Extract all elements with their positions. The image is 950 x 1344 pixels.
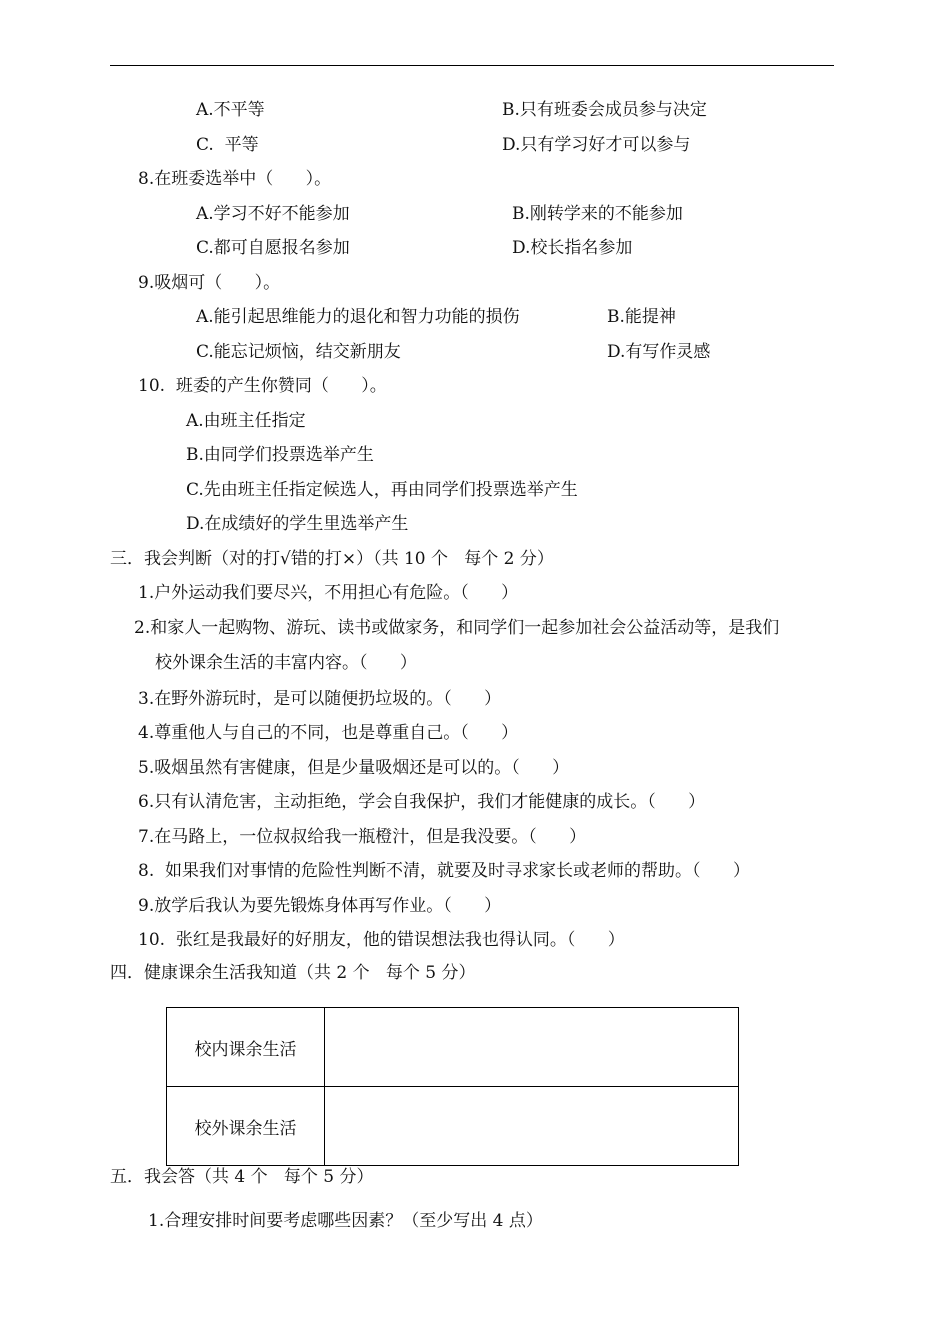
judge-item-2: 2.和家人一起购物、游玩、读书或做家务，和同学们一起参加社会公益活动等，是我们 — [134, 618, 780, 638]
q7-option-d: D.只有学习好才可以参与 — [502, 135, 691, 155]
judge-item-8: 8. 如果我们对事情的危险性判断不清，就要及时寻求家长或老师的帮助。（ ） — [138, 861, 750, 881]
q8-option-d: D.校长指名参加 — [512, 238, 633, 258]
q8-option-c: C.都可自愿报名参加 — [196, 238, 350, 258]
section3-heading: 三．我会判断（对的打√错的打×）（共 10 个 每个 2 分） — [110, 549, 554, 569]
extracurricular-table — [166, 1007, 739, 1166]
q7-option-c: C. 平等 — [196, 135, 259, 155]
q10-option-c: C.先由班主任指定候选人，再由同学们投票选举产生 — [186, 480, 578, 500]
q9-stem: 9.吸烟可（ ）。 — [138, 273, 281, 293]
section5-heading: 五．我会答（共 4 个 每个 5 分） — [110, 1167, 374, 1187]
q7-option-a: A.不平等 — [196, 100, 265, 120]
judge-item-1: 1.户外运动我们要尽兴，不用担心有危险。（ ） — [138, 583, 519, 603]
q9-option-c: C.能忘记烦恼，结交新朋友 — [196, 342, 401, 362]
table-row — [167, 1008, 739, 1087]
q10-option-a: A.由班主任指定 — [186, 411, 306, 431]
answer-cell-in-school[interactable] — [325, 1008, 739, 1087]
q8-stem: 8.在班委选举中（ ）。 — [138, 169, 332, 189]
row-label-in-school: 校内课余生活 — [167, 1008, 325, 1087]
q9-option-a: A.能引起思维能力的退化和智力功能的损伤 — [196, 307, 520, 327]
q9-option-d: D.有写作灵感 — [607, 342, 711, 362]
q10-option-d: D.在成绩好的学生里选举产生 — [186, 514, 409, 534]
judge-item-2-cont: 校外课余生活的丰富内容。（ ） — [155, 653, 417, 673]
q8-option-a: A.学习不好不能参加 — [196, 204, 350, 224]
q10-option-b: B.由同学们投票选举产生 — [186, 445, 374, 465]
section4-heading: 四．健康课余生活我知道（共 2 个 每个 5 分） — [110, 963, 476, 983]
judge-item-3: 3.在野外游玩时，是可以随便扔垃圾的。（ ） — [138, 689, 502, 709]
judge-item-6: 6.只有认清危害，主动拒绝，学会自我保护，我们才能健康的成长。（ ） — [138, 792, 706, 812]
header-rule — [110, 65, 834, 66]
q8-option-b: B.刚转学来的不能参加 — [512, 204, 683, 224]
judge-item-4: 4.尊重他人与自己的不同，也是尊重自己。（ ） — [138, 723, 519, 743]
judge-item-5: 5.吸烟虽然有害健康，但是少量吸烟还是可以的。（ ） — [138, 758, 570, 778]
judge-item-9: 9.放学后我认为要先锻炼身体再写作业。（ ） — [138, 896, 502, 916]
judge-item-7: 7.在马路上，一位叔叔给我一瓶橙汁，但是我没要。（ ） — [138, 827, 587, 847]
table-row — [167, 1087, 739, 1166]
answer-question-1: 1.合理安排时间要考虑哪些因素？（至少写出 4 点） — [148, 1211, 543, 1231]
q10-stem: 10. 班委的产生你赞同（ ）。 — [138, 376, 387, 396]
q7-option-b: B.只有班委会成员参与决定 — [502, 100, 707, 120]
q9-option-b: B.能提神 — [607, 307, 676, 327]
answer-cell-out-school[interactable] — [325, 1087, 739, 1166]
judge-item-10: 10. 张红是我最好的好朋友，他的错误想法我也得认同。（ ） — [138, 930, 625, 950]
row-label-out-school: 校外课余生活 — [167, 1087, 325, 1166]
